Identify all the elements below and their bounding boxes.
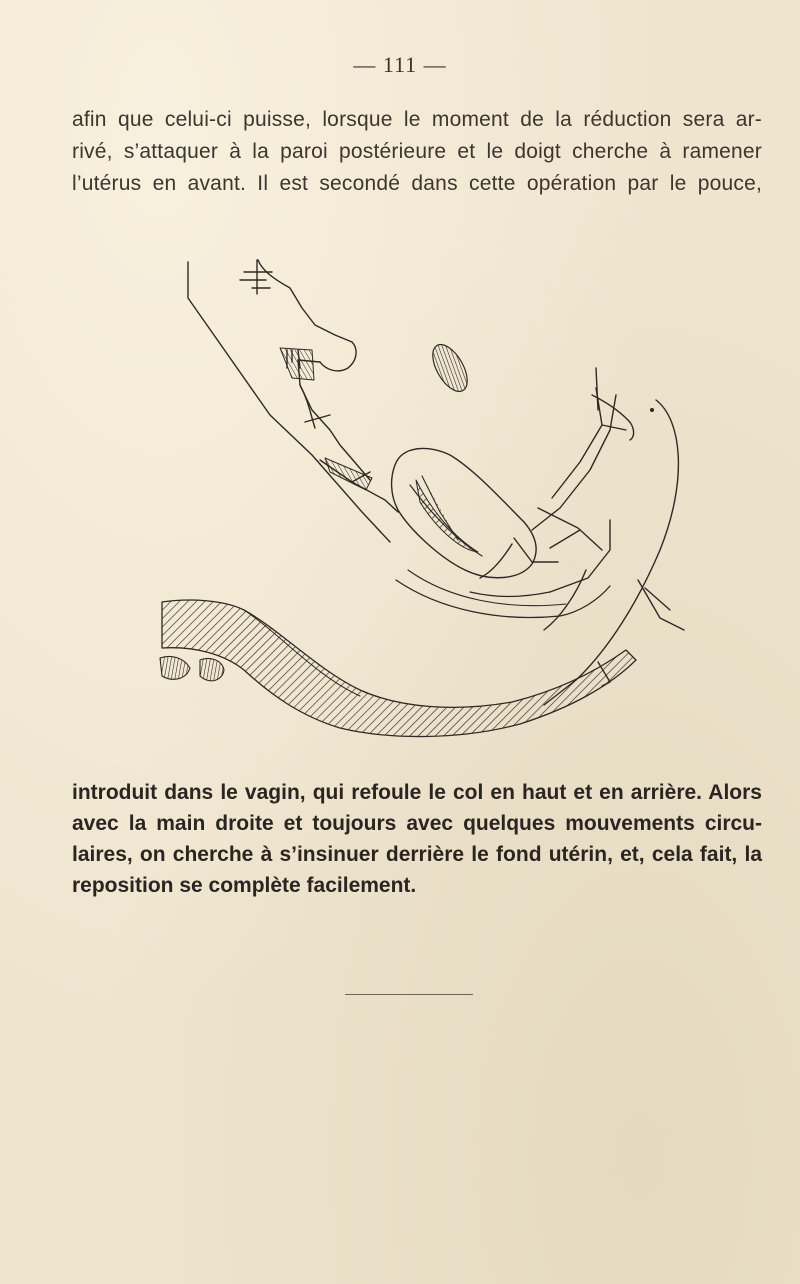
text-line: avec la main droite et toujours avec quelques mouvements circu- <box>72 812 762 835</box>
page-number: — 111 — <box>353 52 447 77</box>
anatomical-illustration <box>140 250 700 750</box>
text-line: reposition se complète facilement. <box>72 874 417 897</box>
hand-left <box>188 260 398 542</box>
text-line: afin que celui-ci puisse, lorsque le moment de la réduction sera ar- <box>72 108 762 131</box>
text-line: l’utérus en avant. Il est secondé dans cette opération par le pouce, <box>72 172 762 195</box>
end-rule-divider <box>345 994 473 995</box>
paragraph-top <box>72 104 762 200</box>
text-line: introduit dans le vagin, qui refoule le col en haut et en arrière. Alors <box>72 781 762 804</box>
text-line: laires, on cherche à s’insinuer derrière le fond utérin, et, cela fait, la <box>72 843 762 866</box>
paragraph-bottom <box>72 777 762 901</box>
text-line: rivé, s’attaquer à la paroi postérieure et le doigt cherche à ramener <box>72 140 762 163</box>
